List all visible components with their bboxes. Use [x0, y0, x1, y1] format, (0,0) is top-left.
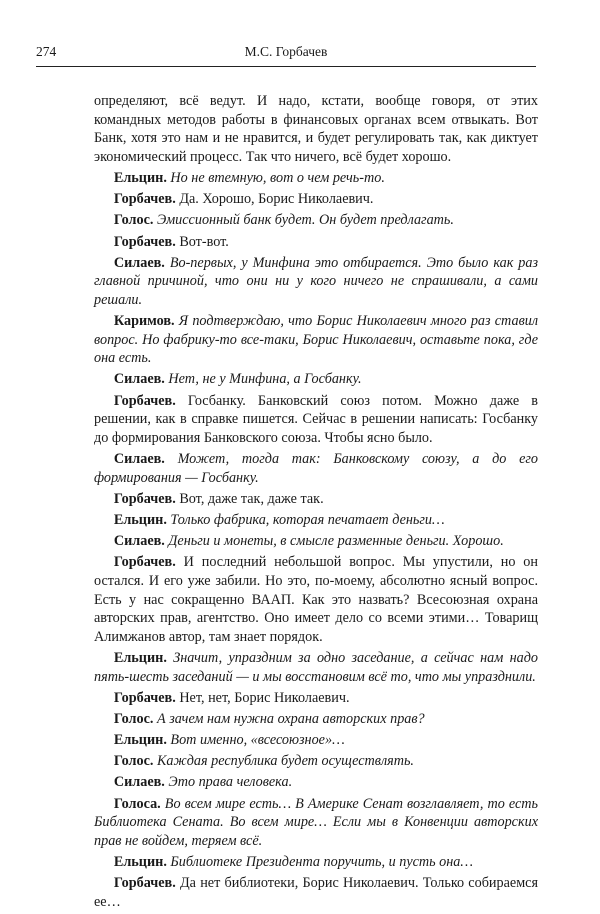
speaker-name: Каримов.: [113, 313, 175, 330]
remark-text: Во-первых, у Минфина это отбирается. Это было как раз главной причиной, что они ни у кого ничего не спрашивали, а сами решали.: [94, 254, 539, 308]
remark-text: Да нет библиотеки, Борис Николаевич. Только собираемся ее…: [94, 875, 539, 910]
speaker-name: Горбачев.: [113, 689, 176, 706]
remark-text: Вот именно, «всесоюзное»…: [170, 732, 345, 749]
dialogue-line: [94, 254, 538, 310]
dialogue-line: [94, 773, 538, 792]
page-body: [94, 92, 538, 914]
remark-text: Нет, не у Минфина, а Госбанку.: [168, 371, 362, 388]
speaker-name: Голоса.: [113, 795, 161, 812]
remark-text: Библиотеке Президента поручить, и пусть она…: [170, 854, 474, 871]
dialogue-line: [94, 532, 538, 551]
remark-text: Да. Хорошо, Борис Николаевич.: [179, 191, 374, 208]
speaker-name: Силаев.: [113, 533, 165, 550]
remark-text: Эмиссионный банк будет. Он будет предлагать.: [157, 212, 454, 229]
dialogue-line: [94, 169, 538, 188]
remark-text: Может, тогда так: Банковскому союзу, а до его формирования — Госбанку.: [94, 451, 538, 486]
dialogue-line: [94, 511, 538, 530]
dialogue-line: [94, 490, 538, 509]
remark-text: А зачем нам нужна охрана авторских прав?: [157, 710, 425, 727]
page-header: [36, 44, 536, 67]
speaker-name: Ельцин.: [113, 649, 167, 666]
speaker-name: Силаев.: [113, 774, 165, 791]
speaker-name: Ельцин.: [113, 732, 167, 749]
running-head: М.С. Горбачев: [244, 44, 328, 59]
dialogue-line: [94, 233, 538, 252]
speaker-name: Горбачев.: [113, 233, 176, 250]
remark-text: Значит, упраздним за одно заседание, а сейчас нам надо пять-шесть заседаний — и мы восстановим всё то, что мы упразднили.: [94, 649, 539, 685]
speaker-name: Горбачев.: [113, 554, 176, 571]
dialogue-line: [94, 752, 538, 771]
remark-text: Вот-вот.: [179, 233, 229, 250]
speaker-name: Горбачев.: [113, 490, 176, 507]
speaker-name: Силаев.: [113, 371, 165, 388]
speaker-name: Горбачев.: [113, 191, 176, 208]
dialogue-line: [94, 370, 538, 389]
speaker-name: Ельцин.: [113, 512, 167, 528]
dialogue-line: [94, 190, 538, 209]
dialogue-line: [94, 731, 538, 750]
speaker-name: Ельцин.: [113, 169, 167, 186]
remark-text: Во всем мире есть… В Америке Сенат возглавляет, то есть Библиотека Сената. Во всем мире… Если мы в Конвенции авторских прав не войдем, теряем всё.: [94, 795, 538, 849]
speaker-name: Горбачев.: [113, 392, 176, 409]
remark-text: Госбанку. Банковский союз потом. Можно даже в решении, как в справке пишется. Сейчас в решении написать: Госбанку до формирования Банковского союза. Чтобы ясно было.: [94, 392, 538, 446]
speaker-name: Горбачев.: [113, 875, 176, 892]
remark-text: Только фабрика, которая печатает деньги…: [170, 512, 445, 528]
remark-text: Вот, даже так, даже так.: [179, 490, 324, 507]
dialogue-line: [94, 211, 538, 230]
dialogue-line: [94, 795, 538, 851]
speaker-name: Силаев.: [113, 254, 165, 271]
dialogue-line: [94, 450, 538, 487]
remark-text: Но не втемную, вот о чем речь-то.: [170, 169, 385, 186]
dialogue-line: [94, 649, 538, 686]
speaker-name: Силаев.: [113, 451, 165, 468]
intro-paragraph: определяют, всё ведут. И надо, кстати, вообще говоря, от этих командных методов работы в финансовых органах всем отвыкать. Вот Банк, хотя это нам и не нравится, и будет регулировать так, как диктует экономический процесс. Так что ничего, всё будет хорошо.: [94, 93, 538, 165]
speaker-name: Голос.: [113, 212, 154, 229]
dialogue-line: [94, 553, 538, 646]
remark-text: Каждая республика будет осуществлять.: [157, 753, 414, 770]
remark-text: Я подтверждаю, что Борис Николаевич много раз ставил вопрос. Но фабрику-то все-таки, Борис Николаевич, оставьте пока, где она есть.: [94, 313, 539, 367]
speaker-name: Ельцин.: [113, 854, 167, 871]
remark-text: Деньги и монеты, в смысле разменные деньги. Хорошо.: [168, 533, 504, 550]
page-number: 274: [36, 44, 57, 59]
remark-text: Это права человека.: [168, 774, 293, 791]
dialogue-line: [94, 689, 538, 708]
dialogue-line: [94, 392, 538, 448]
remark-text: И последний небольшой вопрос. Мы упустили, но он остался. И его уже забили. Но это, по-моему, абсолютно ясный вопрос. Есть у нас сокращенно ВААП. Как это назвать? Всесоюзная охрана авторских прав, агентство. Оно имеет дело со всеми этими… Товарищ Алимжанов автор, там знает порядок.: [94, 554, 538, 645]
speaker-name: Голос.: [113, 710, 154, 727]
dialogue-line: [94, 853, 538, 872]
dialogue-line: [94, 874, 538, 911]
speaker-name: Голос.: [113, 753, 154, 770]
dialogue-line: [94, 710, 538, 729]
remark-text: Нет, нет, Борис Николаевич.: [179, 689, 350, 706]
dialogue-line: [94, 312, 538, 368]
